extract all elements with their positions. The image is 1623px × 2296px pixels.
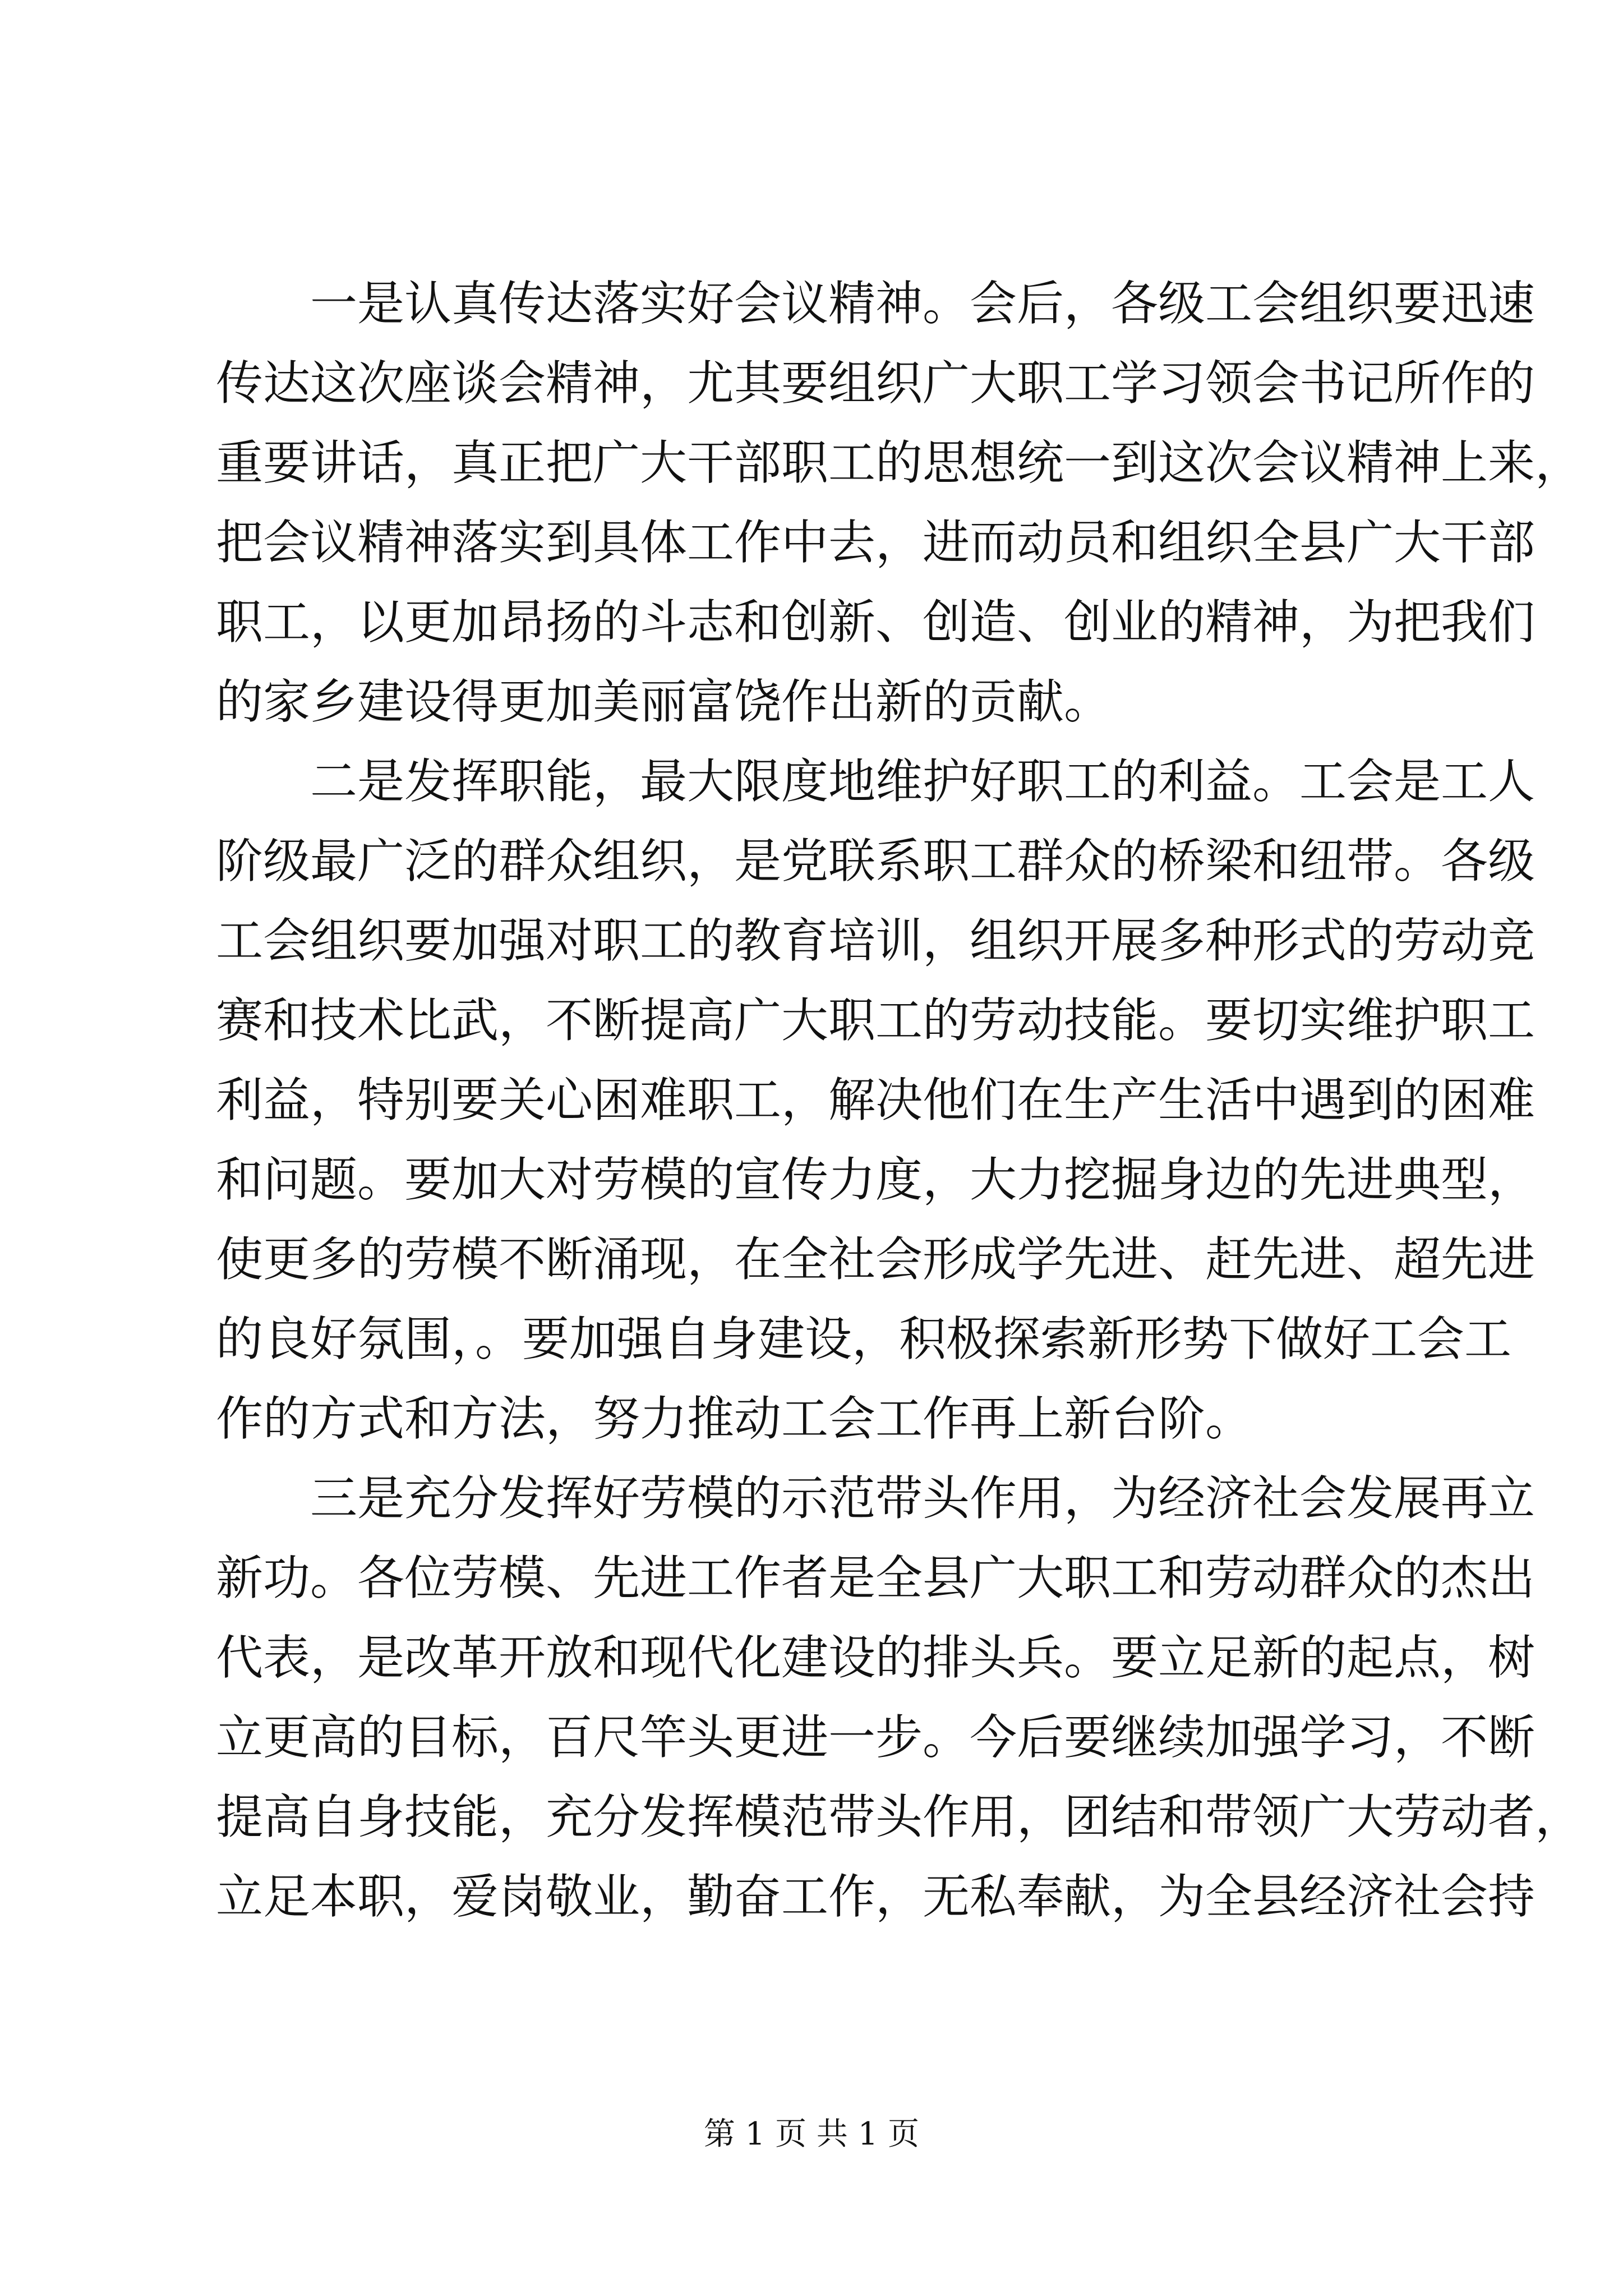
paragraph-2-line-7: 使更多的劳模不断涌现，在全社会形成学先进、赶先进、超先进 [216,1232,1536,1287]
paragraph-1-line-1: 一是认真传达落实好会议精神。会后，各级工会组织要迅速 [310,276,1536,331]
paragraph-2-line-4: 赛和技术比武，不断提高广大职工的劳动技能。要切实维护职工 [216,993,1536,1048]
document-body [216,264,1583,1936]
paragraph-3-line-2: 新功。各位劳模、先进工作者是全县广大职工和劳动群众的杰出 [216,1550,1536,1605]
paragraph-1-line-3: 重要讲话，真正把广大干部职工的思想统一到这次会议精神上来， [216,435,1583,490]
page-number-footer: 第 1 页 共 1 页 [703,2116,920,2152]
paragraph-1-line-5: 职工，以更加昂扬的斗志和创新、创造、创业的精神，为把我们 [216,595,1536,650]
paragraph-2-line-2: 阶级最广泛的群众组织，是党联系职工群众的桥梁和纽带。各级 [216,834,1536,889]
paragraph-3-line-3: 代表，是改革开放和现代化建设的排头兵。要立足新的起点，树 [216,1630,1536,1685]
paragraph-3-line-5: 提高自身技能，充分发挥模范带头作用，团结和带领广大劳动者， [216,1789,1583,1844]
paragraph-2-line-1: 二是发挥职能，最大限度地维护好职工的利益。工会是工人 [310,754,1536,809]
paragraph-1-line-4: 把会议精神落实到具体工作中去，进而动员和组织全县广大干部 [216,515,1536,570]
paragraph-2-line-5: 利益，特别要关心困难职工，解决他们在生产生活中遇到的困难 [216,1073,1536,1128]
paragraph-3-line-6: 立足本职，爱岗敬业，勤奋工作，无私奉献，为全县经济社会持 [216,1869,1536,1924]
paragraph-3-line-1: 三是充分发挥好劳模的示范带头作用，为经济社会发展再立 [310,1471,1536,1526]
paragraph-1-line-2: 传达这次座谈会精神，尤其要组织广大职工学习领会书记所作的 [216,356,1536,411]
paragraph-1-line-6: 的家乡建设得更加美丽富饶作出新的贡献。 [216,674,1112,729]
paragraph-3-line-4: 立更高的目标，百尺竿头更进一步。今后要继续加强学习，不断 [216,1710,1536,1765]
paragraph-2-line-9: 作的方式和方法，努力推动工会工作再上新台阶。 [216,1391,1253,1446]
paragraph-2-line-8: 的良好氛围，。要加强自身建设，积极探索新形势下做好工会工 [216,1312,1512,1366]
paragraph-2-line-6: 和问题。要加大对劳模的宣传力度，大力挖掘身边的先进典型， [216,1152,1536,1207]
paragraph-2-line-3: 工会组织要加强对职工的教育培训，组织开展多种形式的劳动竞 [216,913,1536,968]
